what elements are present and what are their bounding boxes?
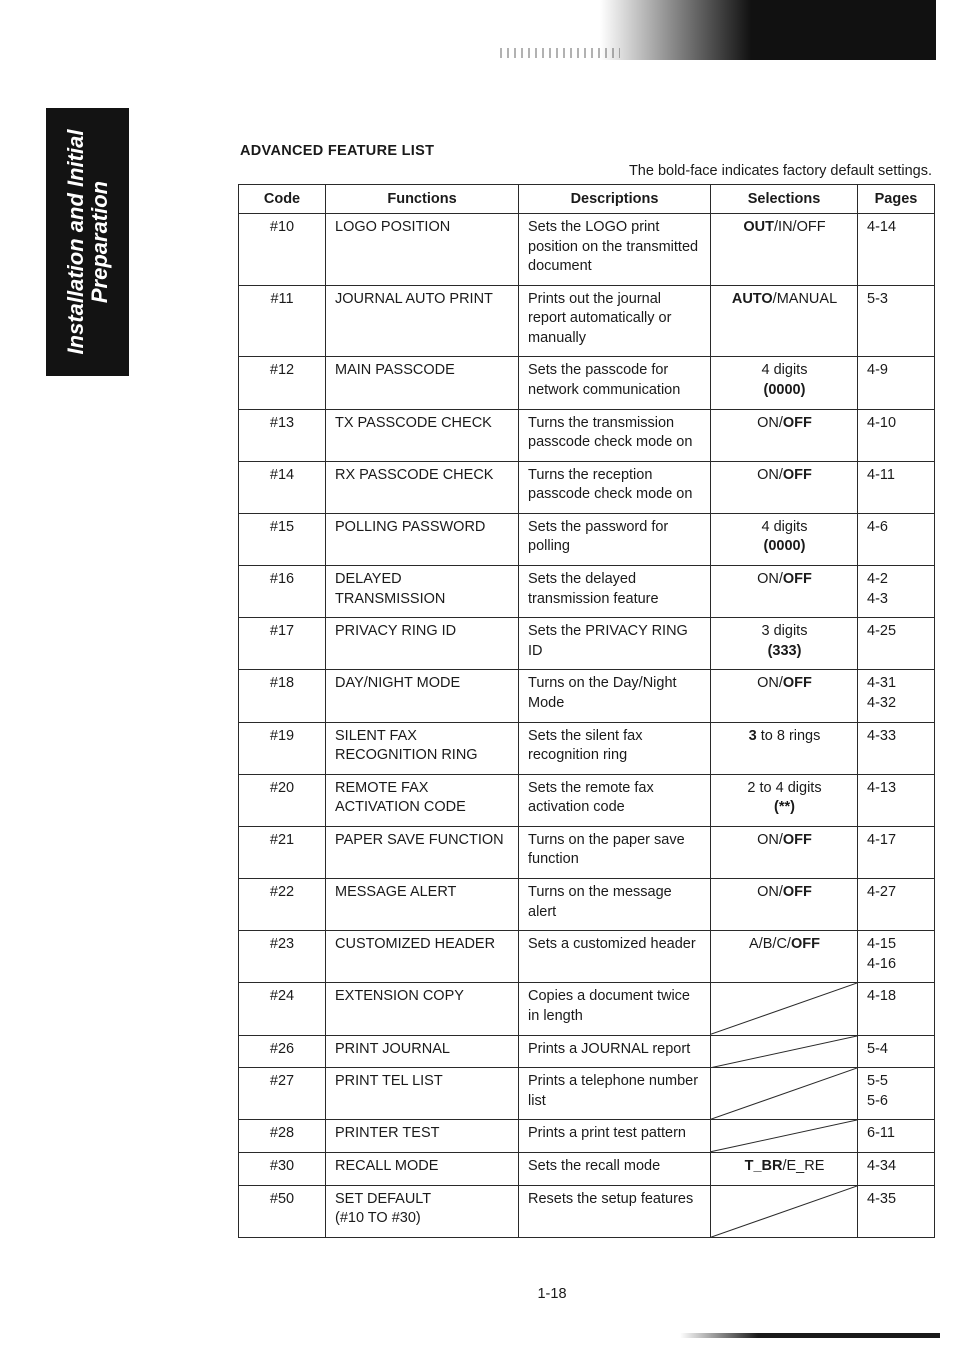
column-header-pages: Pages — [858, 185, 935, 214]
table-row — [239, 1068, 935, 1120]
cell-selection — [711, 983, 858, 1035]
table-row — [239, 826, 935, 878]
advanced-feature-table — [238, 184, 935, 1238]
cell-pages: 5-5 5-6 — [858, 1068, 935, 1120]
selection-default-value: (**) — [774, 799, 795, 816]
table-header — [239, 185, 935, 214]
cell-code: #11 — [239, 285, 326, 357]
cell-pages: 4-33 — [858, 722, 935, 774]
cell-selection — [711, 879, 858, 931]
top-scan-bar — [600, 0, 936, 60]
cell-function: REMOTE FAX ACTIVATION CODE — [326, 774, 519, 826]
cell-code: #24 — [239, 983, 326, 1035]
column-header-code: Code — [239, 185, 326, 214]
cell-code: #23 — [239, 931, 326, 983]
selection-default-value: (0000) — [763, 538, 806, 555]
table-header-row — [239, 185, 935, 214]
table-row — [239, 1120, 935, 1153]
table-row — [239, 931, 935, 983]
page-number: 1-18 — [537, 1286, 567, 1302]
cell-code: #13 — [239, 409, 326, 461]
table-row — [239, 357, 935, 409]
table-row — [239, 618, 935, 670]
selection-default-part: OFF — [782, 831, 812, 848]
cell-description: Sets the silent fax recognition ring — [519, 722, 711, 774]
cell-code: #28 — [239, 1120, 326, 1153]
cell-selection — [711, 722, 858, 774]
no-selection-slash — [711, 1068, 857, 1119]
selection-default-part: OFF — [782, 675, 812, 692]
cell-selection — [711, 826, 858, 878]
cell-code: #21 — [239, 826, 326, 878]
cell-selection — [711, 513, 858, 565]
cell-function: SET DEFAULT (#10 TO #30) — [326, 1185, 519, 1237]
cell-selection — [711, 1120, 858, 1153]
cell-description: Prints a JOURNAL report — [519, 1035, 711, 1068]
selection-default-part: 3 — [748, 727, 757, 744]
cell-function: LOGO POSITION — [326, 214, 519, 286]
selection-default-part: OFF — [782, 466, 812, 483]
table-row — [239, 1035, 935, 1068]
cell-function: PAPER SAVE FUNCTION — [326, 826, 519, 878]
cell-function: RECALL MODE — [326, 1153, 519, 1186]
cell-description: Sets the delayed transmission feature — [519, 566, 711, 618]
cell-pages: 4-10 — [858, 409, 935, 461]
cell-code: #50 — [239, 1185, 326, 1237]
no-selection-slash — [711, 1036, 857, 1068]
cell-description: Resets the setup features — [519, 1185, 711, 1237]
cell-description: Copies a document twice in length — [519, 983, 711, 1035]
table-row — [239, 722, 935, 774]
cell-function: MESSAGE ALERT — [326, 879, 519, 931]
no-selection-slash — [711, 983, 857, 1034]
cell-selection — [711, 566, 858, 618]
cell-code: #10 — [239, 214, 326, 286]
table-row — [239, 214, 935, 286]
cell-description: Sets the LOGO print position on the transmitted document — [519, 214, 711, 286]
chapter-side-tab-line1: Installation and Initial — [62, 129, 88, 355]
cell-function: PRINT TEL LIST — [326, 1068, 519, 1120]
cell-selection — [711, 774, 858, 826]
cell-selection — [711, 1068, 858, 1120]
chapter-side-tab — [46, 108, 129, 376]
cell-pages: 4-18 — [858, 983, 935, 1035]
cell-pages: 4-35 — [858, 1185, 935, 1237]
default-settings-note: The bold-face indicates factory default settings. — [628, 163, 932, 179]
cell-code: #18 — [239, 670, 326, 722]
cell-pages: 4-13 — [858, 774, 935, 826]
selection-option-part: ON/ — [757, 884, 783, 901]
cell-description: Turns the transmission passcode check mode on — [519, 409, 711, 461]
table-row — [239, 1185, 935, 1237]
cell-pages: 4-27 — [858, 879, 935, 931]
cell-function: RX PASSCODE CHECK — [326, 461, 519, 513]
cell-code: #22 — [239, 879, 326, 931]
cell-code: #27 — [239, 1068, 326, 1120]
cell-description: Sets the PRIVACY RING ID — [519, 618, 711, 670]
selection-option-part: ON/ — [757, 466, 783, 483]
selection-option-part: ON/ — [757, 414, 783, 431]
selection-default-part: OFF — [782, 414, 812, 431]
cell-code: #15 — [239, 513, 326, 565]
selection-default-part: T_BR — [744, 1158, 783, 1175]
cell-code: #26 — [239, 1035, 326, 1068]
column-header-selections: Selections — [711, 185, 858, 214]
cell-description: Turns the reception passcode check mode on — [519, 461, 711, 513]
top-scan-dust — [500, 48, 620, 58]
cell-description: Prints a telephone number list — [519, 1068, 711, 1120]
cell-pages: 4-34 — [858, 1153, 935, 1186]
cell-pages: 4-31 4-32 — [858, 670, 935, 722]
cell-pages: 4-6 — [858, 513, 935, 565]
cell-code: #17 — [239, 618, 326, 670]
cell-code: #20 — [239, 774, 326, 826]
table-body — [239, 214, 935, 1238]
selection-option-part: to 8 rings — [756, 727, 821, 744]
cell-function: DELAYED TRANSMISSION — [326, 566, 519, 618]
table-row — [239, 879, 935, 931]
cell-selection — [711, 1153, 858, 1186]
selection-option-part: 2 to 4 digits — [747, 779, 822, 796]
cell-code: #12 — [239, 357, 326, 409]
cell-selection — [711, 618, 858, 670]
cell-pages: 4-17 — [858, 826, 935, 878]
table-row — [239, 409, 935, 461]
chapter-side-tab-line2: Preparation — [86, 180, 112, 304]
cell-selection — [711, 670, 858, 722]
selection-option-part: /E_RE — [782, 1158, 825, 1175]
table-row — [239, 774, 935, 826]
cell-description: Sets the remote fax activation code — [519, 774, 711, 826]
cell-function: SILENT FAX RECOGNITION RING — [326, 722, 519, 774]
cell-selection — [711, 409, 858, 461]
selection-default-part: OFF — [782, 571, 812, 588]
selection-default-value: (0000) — [763, 381, 806, 398]
cell-selection — [711, 461, 858, 513]
chapter-side-tab-label — [64, 130, 112, 355]
cell-pages: 5-3 — [858, 285, 935, 357]
cell-function: PRIVACY RING ID — [326, 618, 519, 670]
selection-default-part: OFF — [790, 936, 820, 953]
table-row — [239, 983, 935, 1035]
selection-option-part: ON/ — [757, 831, 783, 848]
cell-pages: 6-11 — [858, 1120, 935, 1153]
selection-option-part: 3 digits — [761, 623, 808, 640]
table-row — [239, 566, 935, 618]
column-header-functions: Functions — [326, 185, 519, 214]
cell-description: Prints a print test pattern — [519, 1120, 711, 1153]
selection-option-part: /IN/OFF — [774, 219, 826, 235]
cell-description: Turns on the message alert — [519, 879, 711, 931]
cell-code: #16 — [239, 566, 326, 618]
cell-code: #19 — [239, 722, 326, 774]
cell-function: JOURNAL AUTO PRINT — [326, 285, 519, 357]
selection-default-part: OFF — [782, 884, 812, 901]
cell-description: Sets a customized header — [519, 931, 711, 983]
selection-option-part: 4 digits — [761, 518, 808, 535]
cell-pages: 4-9 — [858, 357, 935, 409]
cell-selection — [711, 357, 858, 409]
cell-description: Turns on the Day/Night Mode — [519, 670, 711, 722]
cell-description: Sets the recall mode — [519, 1153, 711, 1186]
cell-selection — [711, 931, 858, 983]
no-selection-slash — [711, 1186, 857, 1237]
cell-function: DAY/NIGHT MODE — [326, 670, 519, 722]
cell-selection — [711, 1185, 858, 1237]
cell-function: PRINT JOURNAL — [326, 1035, 519, 1068]
selection-default-part: OUT — [743, 219, 775, 235]
table-row — [239, 1153, 935, 1186]
cell-pages: 4-11 — [858, 461, 935, 513]
bottom-rule — [680, 1333, 940, 1338]
cell-pages: 5-4 — [858, 1035, 935, 1068]
selection-default-part: AUTO — [731, 290, 773, 307]
cell-function: MAIN PASSCODE — [326, 357, 519, 409]
cell-function: TX PASSCODE CHECK — [326, 409, 519, 461]
table-row — [239, 285, 935, 357]
table-row — [239, 461, 935, 513]
cell-selection — [711, 1035, 858, 1068]
cell-description: Prints out the journal report automatically or manually — [519, 285, 711, 357]
cell-selection — [711, 285, 858, 357]
cell-pages: 4-2 4-3 — [858, 566, 935, 618]
selection-default-value: (333) — [767, 642, 802, 659]
cell-description: Sets the passcode for network communication — [519, 357, 711, 409]
cell-function: POLLING PASSWORD — [326, 513, 519, 565]
cell-description: Turns on the paper save function — [519, 826, 711, 878]
selection-option-part: 4 digits — [761, 362, 808, 379]
cell-function: PRINTER TEST — [326, 1120, 519, 1153]
cell-function: CUSTOMIZED HEADER — [326, 931, 519, 983]
cell-description: Sets the password for polling — [519, 513, 711, 565]
cell-code: #30 — [239, 1153, 326, 1186]
cell-function: EXTENSION COPY — [326, 983, 519, 1035]
cell-pages: 4-15 4-16 — [858, 931, 935, 983]
cell-selection — [711, 214, 858, 286]
selection-option-part: A/B/C/ — [749, 936, 791, 953]
table-row — [239, 670, 935, 722]
table-row — [239, 513, 935, 565]
selection-option-part: ON/ — [757, 675, 783, 692]
selection-option-part: /MANUAL — [772, 290, 838, 307]
selection-option-part: ON/ — [757, 571, 783, 588]
cell-pages: 4-25 — [858, 618, 935, 670]
cell-code: #14 — [239, 461, 326, 513]
section-title: ADVANCED FEATURE LIST — [240, 143, 435, 159]
cell-pages: 4-14 — [858, 214, 935, 286]
column-header-descriptions: Descriptions — [519, 185, 711, 214]
no-selection-slash — [711, 1120, 857, 1152]
